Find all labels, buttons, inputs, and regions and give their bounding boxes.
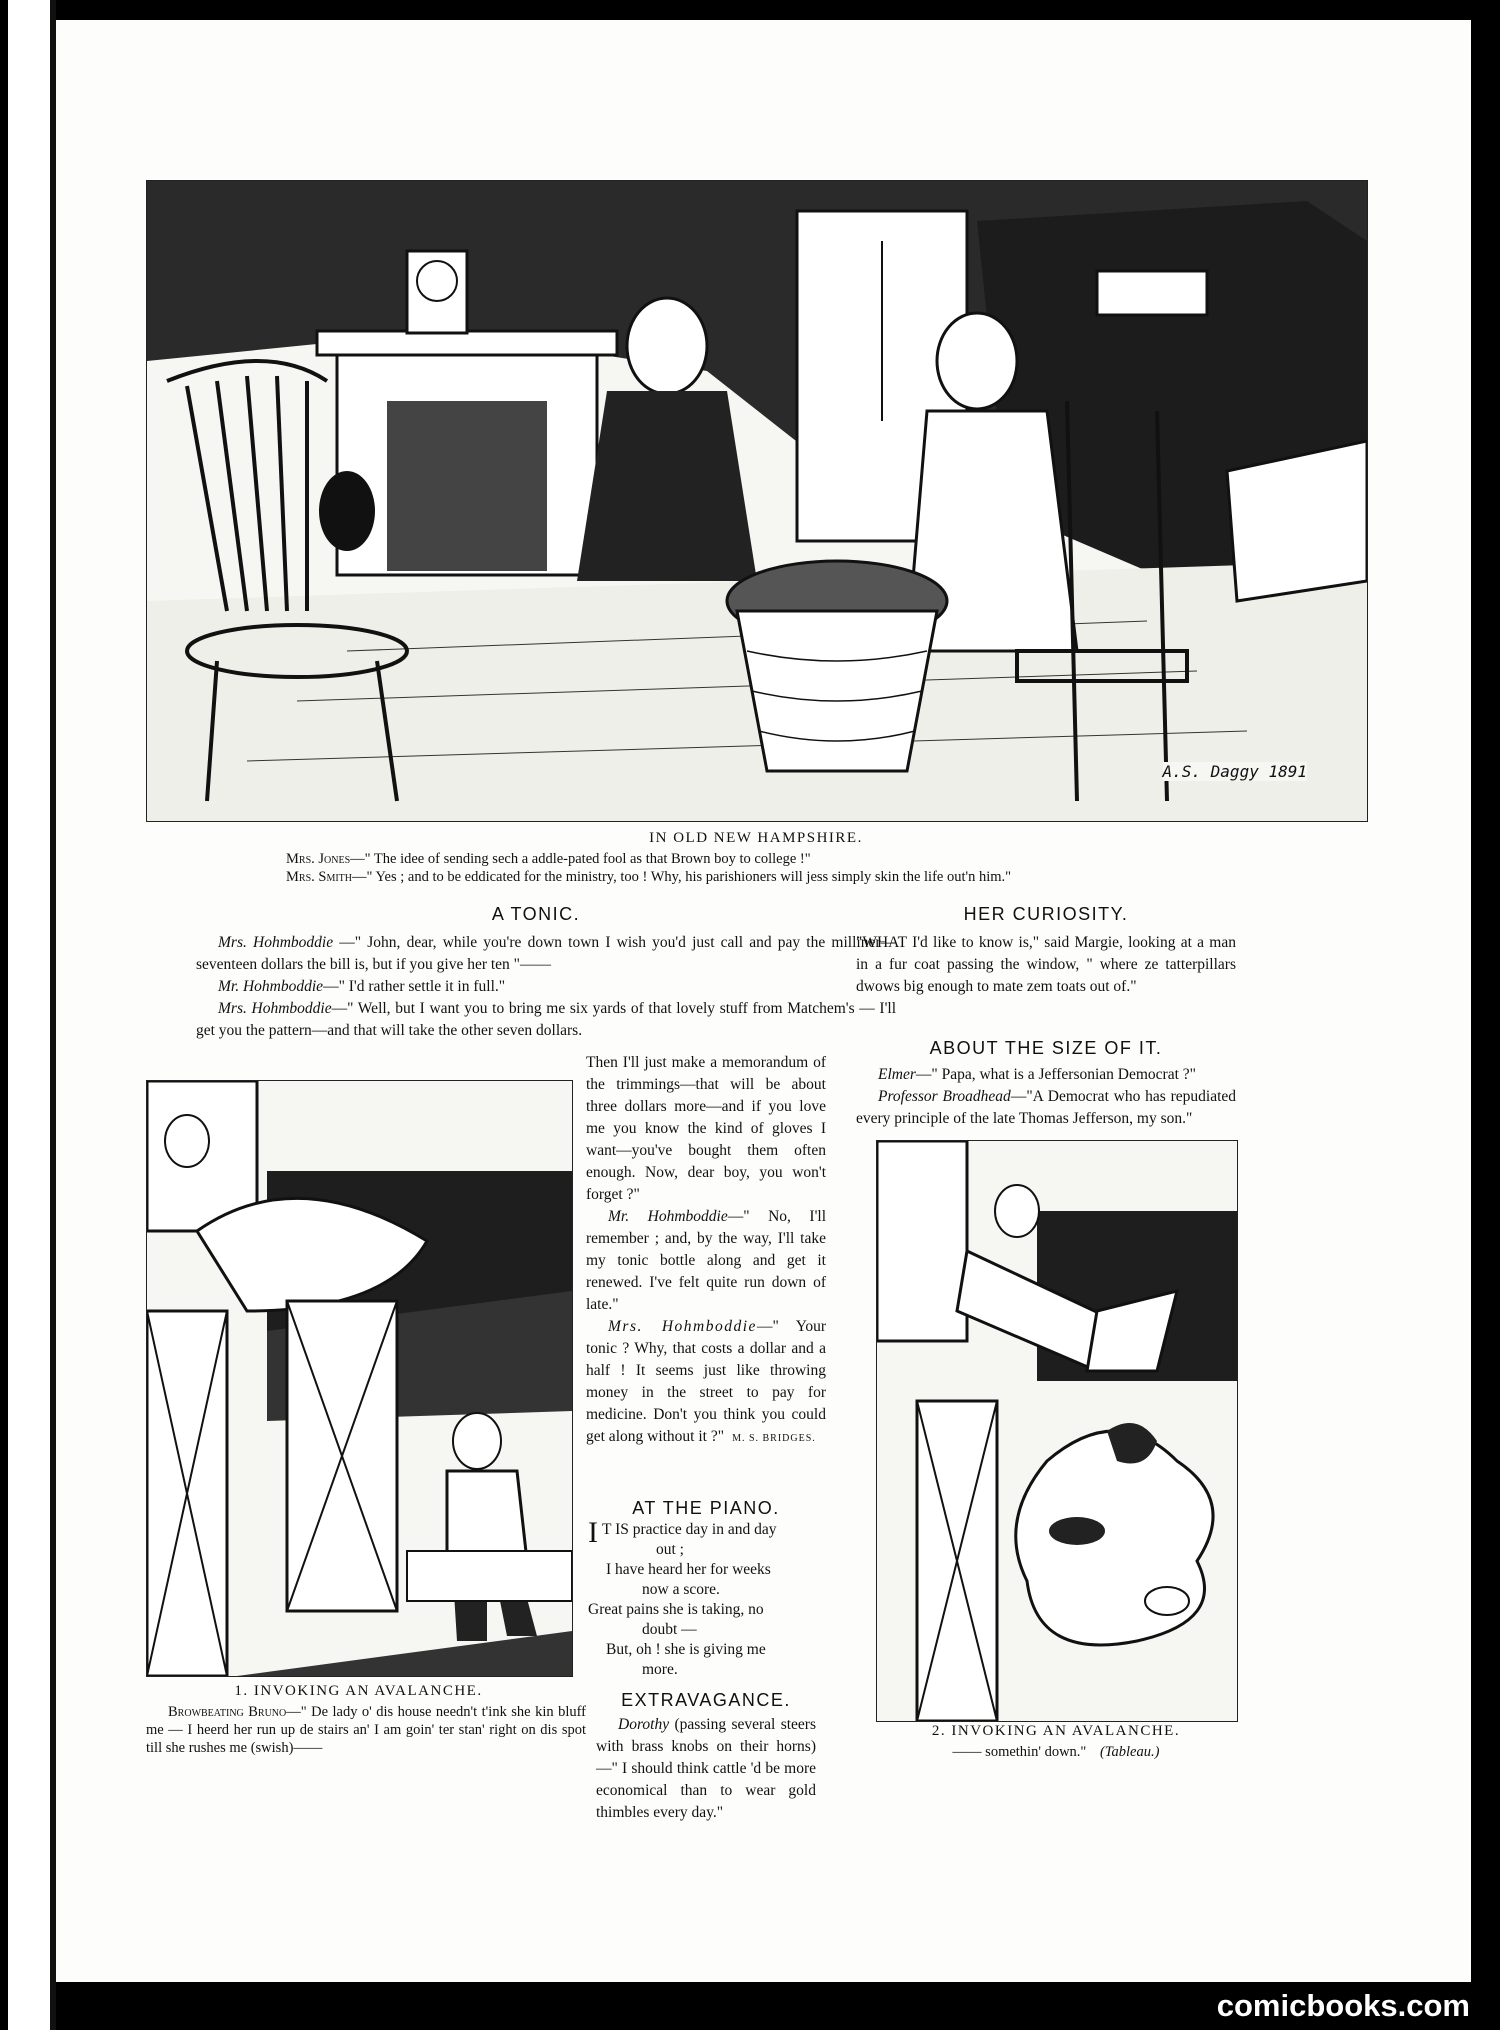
piano-line-7: But, oh ! she is giving me bbox=[606, 1641, 766, 1658]
speaker-browbeating-bruno: Browbeating Bruno bbox=[168, 1704, 287, 1720]
extravagance-text bbox=[596, 1714, 816, 1824]
left-page-edge bbox=[8, 0, 50, 2030]
tonic-text-3: —" Well, but I want you to bring me six yards of that lovely stuff from Matchem's — I'll get you the pattern—and that will take the other seven dollars. bbox=[196, 1000, 896, 1039]
size-speaker-2: Professor Broadhead bbox=[878, 1088, 1011, 1105]
line-1-text: —" The idee of sending sech a addle-pated fool as that Brown boy to college !" bbox=[350, 851, 811, 867]
speaker-mrs-smith: Mrs. Smith bbox=[286, 869, 352, 885]
piano-dropcap: I bbox=[588, 1516, 598, 1549]
top-cartoon-line-1 bbox=[286, 850, 1286, 868]
magazine-page bbox=[56, 20, 1471, 1982]
top-cartoon-title: IN OLD NEW HAMPSHIRE. bbox=[649, 830, 863, 846]
tonic-column-text-2: —" No, I'll remember ; and, by the way, I'll take my tonic bottle along and get it renewed. I've felt quite run down of late." bbox=[586, 1208, 826, 1313]
avalanche-2-caption bbox=[876, 1743, 1236, 1761]
avalanche-2-text: —— somethin' down." bbox=[952, 1744, 1087, 1760]
avalanche-2-tableau: (Tableau.) bbox=[1099, 1744, 1160, 1760]
scan-left-strip bbox=[0, 0, 8, 2030]
extravagance-body: (passing several steers with brass knobs on their horns)—" I should think cattle 'd be more economical than to wear gold thimbles every day." bbox=[596, 1716, 816, 1821]
piano-line-3: I have heard her for weeks bbox=[606, 1561, 771, 1578]
avalanche-2-title: 2. INVOKING AN AVALANCHE. bbox=[931, 1723, 1181, 1739]
avalanche-1-caption bbox=[146, 1703, 586, 1757]
tonic-heading: A TONIC. bbox=[491, 904, 581, 924]
tonic-column-text-3: —" Your tonic ? Why, that costs a dollar and a half ! It seems just like throwing money in the street to pay for medicine. Don't you think you could get along without it ?" bbox=[586, 1318, 826, 1445]
avalanche-1-illustration bbox=[146, 1080, 573, 1677]
tonic-text-2: —" I'd rather settle it in full." bbox=[323, 978, 506, 995]
avalanche-1-title: 1. INVOKING AN AVALANCHE. bbox=[234, 1683, 483, 1699]
size-text-1: —" Papa, what is a Jeffersonian Democrat ?" bbox=[915, 1066, 1196, 1083]
tonic-column-speaker-3: Mrs. Hohmboddie bbox=[608, 1318, 757, 1335]
extravagance-heading: EXTRAVAGANCE. bbox=[621, 1690, 791, 1710]
tonic-signature: M. S. BRIDGES. bbox=[732, 1433, 816, 1444]
tonic-text-1: —" John, dear, while you're down town I wish you'd just call and pay the milliner—seventeen dollars the bill is, but if you give her ten "—— bbox=[196, 934, 896, 973]
piano-line-6: doubt — bbox=[642, 1621, 697, 1638]
piano-line-2: out ; bbox=[656, 1541, 684, 1558]
piano-line-1: T IS practice day in and day bbox=[602, 1521, 777, 1538]
piano-heading: AT THE PIANO. bbox=[632, 1498, 780, 1518]
curiosity-text bbox=[856, 932, 1236, 998]
avalanche-2-illustration bbox=[876, 1140, 1238, 1722]
piano-poem bbox=[588, 1516, 828, 1680]
curiosity-heading: HER CURIOSITY. bbox=[963, 904, 1129, 924]
size-heading: ABOUT THE SIZE OF IT. bbox=[929, 1038, 1163, 1058]
tonic-column-speaker-2: Mr. Hohmboddie bbox=[608, 1208, 728, 1225]
tonic-speaker-2: Mr. Hohmboddie bbox=[218, 978, 324, 995]
tonic-column-text-1: Then I'll just make a memorandum of the trimmings—that will be about three dollars more—and if you love me you know the kind of gloves I want—you've bought them often enough. Now, dear boy, you won't forget ?" bbox=[586, 1054, 826, 1203]
speaker-mrs-jones: Mrs. Jones bbox=[286, 851, 351, 867]
curiosity-body: "WHAT I'd like to know is," said Margie, looking at a man in a fur coat passing the window, " where ze tatterpillars dwows big enough to mate zem toats out of." bbox=[856, 934, 1236, 995]
top-cartoon-line-2 bbox=[286, 868, 1386, 886]
size-text bbox=[856, 1064, 1236, 1130]
piano-line-8: more. bbox=[642, 1661, 678, 1678]
extravagance-speaker: Dorothy bbox=[618, 1716, 670, 1733]
tonic-column bbox=[586, 1052, 826, 1450]
size-text-2: —"A Democrat who has repudiated every principle of the late Thomas Jefferson, my son." bbox=[856, 1088, 1237, 1127]
tonic-intro bbox=[196, 932, 896, 1042]
size-speaker-1: Elmer bbox=[878, 1066, 916, 1083]
piano-line-4: now a score. bbox=[642, 1581, 720, 1598]
line-2-text: —" Yes ; and to be eddicated for the ministry, too ! Why, his parishioners will jess simply skin the life out'n him." bbox=[352, 869, 1012, 885]
avalanche-1-text: —" De lady o' dis house needn't t'ink she kin bluff me — I heerd her run up de stairs an' I am goin' ter stan' right on dis spot till she rushes me (swish)—— bbox=[146, 1704, 586, 1756]
tonic-speaker-3: Mrs. Hohmboddie bbox=[218, 1000, 332, 1017]
top-cartoon-illustration bbox=[146, 180, 1368, 822]
piano-line-5: Great pains she is taking, no bbox=[588, 1601, 764, 1618]
site-watermark: comicbooks.com bbox=[1216, 1988, 1470, 2023]
artist-signature: A.S. Daggy 1891 bbox=[1162, 762, 1307, 781]
tonic-speaker-1: Mrs. Hohmboddie bbox=[218, 934, 334, 951]
